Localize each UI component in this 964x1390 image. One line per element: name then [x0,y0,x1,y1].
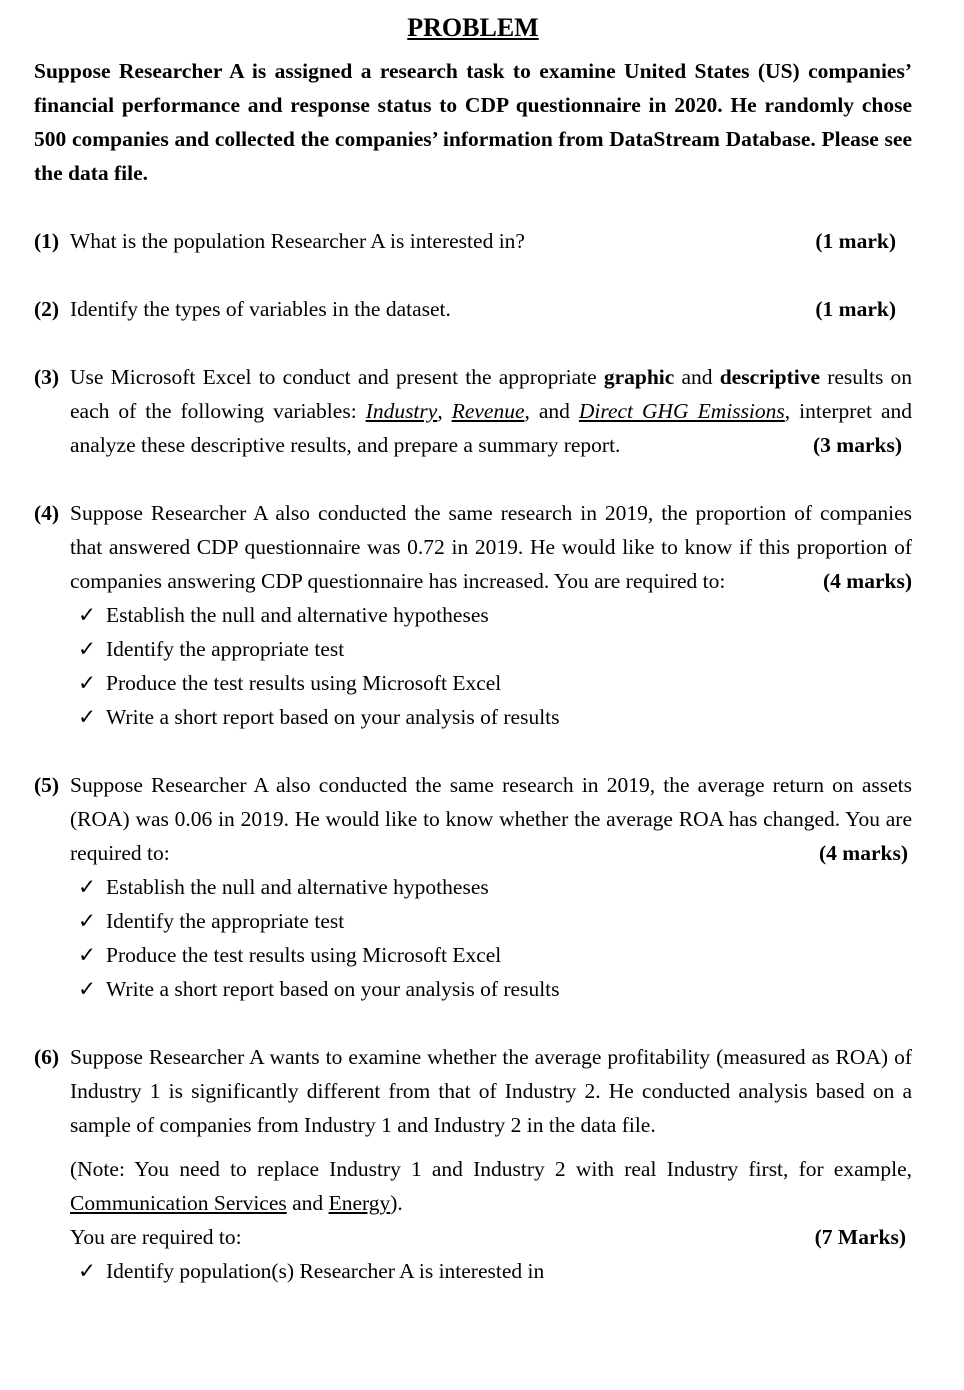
task-item [70,632,912,666]
question-2 [34,292,912,326]
task-text: Write a short report based on your analysis of results [106,705,560,729]
intro-paragraph: Suppose Researcher A is assigned a research task to examine United States (US) companies’ financial performance and response status to CDP questionnaire in 2020. He randomly chose 500 companies and collected the companies’ information from DataStream Database. Please see the data file. [34,59,912,185]
task-text: Establish the null and alternative hypotheses [106,875,489,899]
task-item [70,666,912,700]
text-segment: and [286,1191,329,1215]
bold-term: descriptive [719,365,821,389]
task-text: Identify the appropriate test [106,637,345,661]
text-segment: results on each of the following variables: [70,365,912,423]
question-number: (1) [34,229,60,253]
bold-term: graphic [603,365,675,389]
task-item [70,870,912,904]
text-segment: , [437,399,452,423]
task-text: Identify population(s) Researcher A is interested in [106,1259,545,1283]
example-industry: Energy [328,1191,391,1215]
task-text: Produce the test results using Microsoft Excel [106,671,502,695]
question-marks: (7 Marks) [814,1225,906,1249]
task-item [70,904,912,938]
checkmark-icon: ✓ [78,671,97,695]
question-number: (2) [34,297,60,321]
variable-ghg-emissions: Direct GHG Emissions [578,399,785,423]
question-note [70,1152,912,1220]
task-text: Establish the null and alternative hypotheses [106,603,489,627]
text-segment: , and [524,399,579,423]
checkmark-icon: ✓ [78,705,97,729]
text-segment: (Note: You need to replace Industry 1 and Industry 2 with real Industry first, for example, [70,1157,912,1181]
question-number: (5) [34,773,60,797]
question-text: What is the population Researcher A is interested in? [70,229,525,253]
task-item [70,938,912,972]
question-4 [34,496,912,734]
page-title: PROBLEM [407,13,539,42]
task-text: Identify the appropriate test [106,909,345,933]
text-segment: Use Microsoft Excel to conduct and present the appropriate [70,365,604,389]
question-5 [34,768,912,1006]
required-label: You are required to: [70,1225,242,1249]
variable-revenue: Revenue [451,399,525,423]
checkmark-icon: ✓ [78,909,97,933]
task-item [70,598,912,632]
task-list [70,598,912,734]
task-text: Produce the test results using Microsoft Excel [106,943,502,967]
question-3 [34,360,912,462]
question-text: Suppose Researcher A also conducted the same research in 2019, the proportion of companies that answered CDP questionnaire was 0.72 in 2019. He would like to know if this proportion of companies answering CDP questionnaire has increased. You are required to: [70,501,912,593]
task-list [70,870,912,1006]
question-text: Suppose Researcher A wants to examine whether the average profitability (measured as ROA) of Industry 1 is significantly different from that of Industry 2. He conducted analysis based on a sample of companies from Industry 1 and Industry 2 in the data file. [70,1045,912,1137]
question-number: (4) [34,501,60,525]
question-marks: (1 mark) [815,297,896,321]
checkmark-icon: ✓ [78,943,97,967]
checkmark-icon: ✓ [78,977,97,1001]
text-segment: and [674,365,720,389]
question-text: Suppose Researcher A also conducted the same research in 2019, the average return on assets (ROA) was 0.06 in 2019. He would like to know whether the average ROA has changed. You are required to: [70,773,912,865]
task-text: Write a short report based on your analysis of results [106,977,560,1001]
text-segment: ). [390,1191,403,1215]
question-6 [34,1040,912,1288]
checkmark-icon: ✓ [78,1259,97,1283]
question-1 [34,224,912,258]
task-item [70,1254,912,1288]
question-marks: (1 mark) [815,229,896,253]
question-marks: (4 marks) [823,569,912,593]
question-marks: (3 marks) [813,433,902,457]
checkmark-icon: ✓ [78,603,97,627]
task-list [70,1254,912,1288]
question-number: (6) [34,1045,60,1069]
question-text: Identify the types of variables in the dataset. [70,297,451,321]
text-segment: , interpret and analyze these descriptive results, and prepare a summary report. [70,399,912,457]
question-marks: (4 marks) [819,841,908,865]
variable-industry: Industry [365,399,438,423]
example-industry: Communication Services [70,1191,287,1215]
question-number: (3) [34,365,60,389]
task-item [70,972,912,1006]
checkmark-icon: ✓ [78,875,97,899]
checkmark-icon: ✓ [78,637,97,661]
task-item [70,700,912,734]
